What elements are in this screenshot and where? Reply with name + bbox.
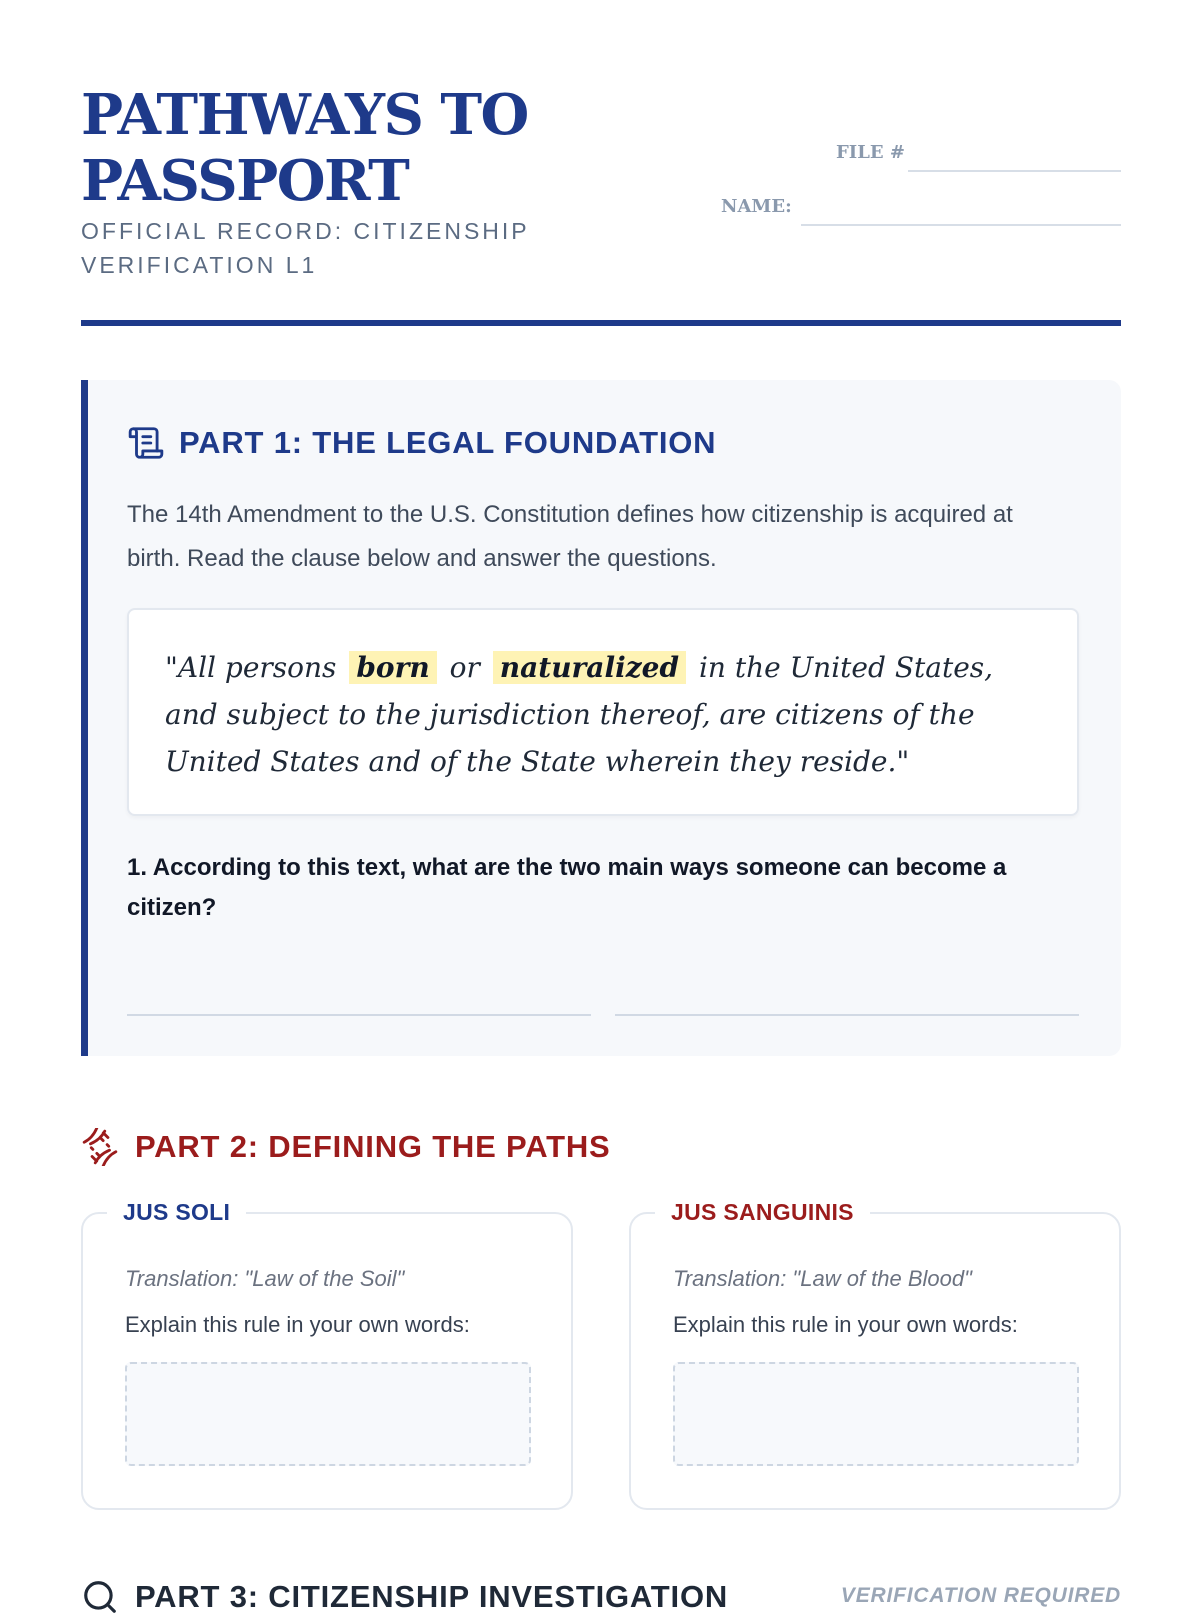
name-field[interactable] [801,224,1121,226]
header-divider [81,320,1121,326]
part1-intro: The 14th Amendment to the U.S. Constitution defines how citizenship is acquired at birth. Read the clause below and answer the questions. [127,501,1013,572]
verification-badge: VERIFICATION REQUIRED [840,1584,1121,1607]
dna-icon [81,1128,119,1166]
search-icon [81,1578,119,1616]
page-subtitle: OFFICIAL RECORD: CITIZENSHIP VERIFICATION L1 [81,218,530,278]
part3-title: PART 3: CITIZENSHIP INVESTIGATION [135,1579,729,1614]
jus-sanguinis-translation: Translation: "Law of the Blood" [673,1266,972,1291]
jus-soli-card [81,1199,573,1510]
quote-text-end: in the United States, and subject to the jurisdiction thereof, are citizens of the United States and of the State wherein they reside." [165,651,994,778]
jus-sanguinis-answer-box[interactable] [673,1362,1079,1466]
part1-content [81,380,1121,1056]
part2-title: PART 2: DEFINING THE PATHS [135,1129,611,1164]
part3-heading [81,1578,728,1616]
question-1: 1. According to this text, what are the two main ways someone can become a citizen? [127,854,1007,921]
answer-line-1[interactable] [127,1014,591,1016]
name-label: NAME: [721,196,792,217]
jus-soli-translation: Translation: "Law of the Soil" [125,1266,405,1291]
jus-soli-prompt: Explain this rule in your own words: [125,1312,470,1337]
jus-sanguinis-title: JUS SANGUINIS [655,1197,870,1227]
file-number-label: FILE # [836,142,905,163]
part1-title: PART 1: THE LEGAL FOUNDATION [179,425,717,460]
quote-highlight-naturalized: naturalized [493,651,686,684]
quote-text-start: "All persons [165,651,337,684]
quote-highlight-born: born [349,651,436,684]
jus-soli-title: JUS SOLI [107,1197,246,1227]
answer-line-2[interactable] [615,1014,1079,1016]
jus-soli-answer-box[interactable] [125,1362,531,1466]
file-number-field[interactable] [908,170,1121,172]
quote-text-middle: or [449,651,480,684]
jus-sanguinis-prompt: Explain this rule in your own words: [673,1312,1018,1337]
amendment-quote [127,608,1079,816]
jus-sanguinis-card [629,1199,1121,1510]
part2-heading [81,1128,610,1166]
page-title: PATHWAYS TO PASSPORT [81,82,528,214]
